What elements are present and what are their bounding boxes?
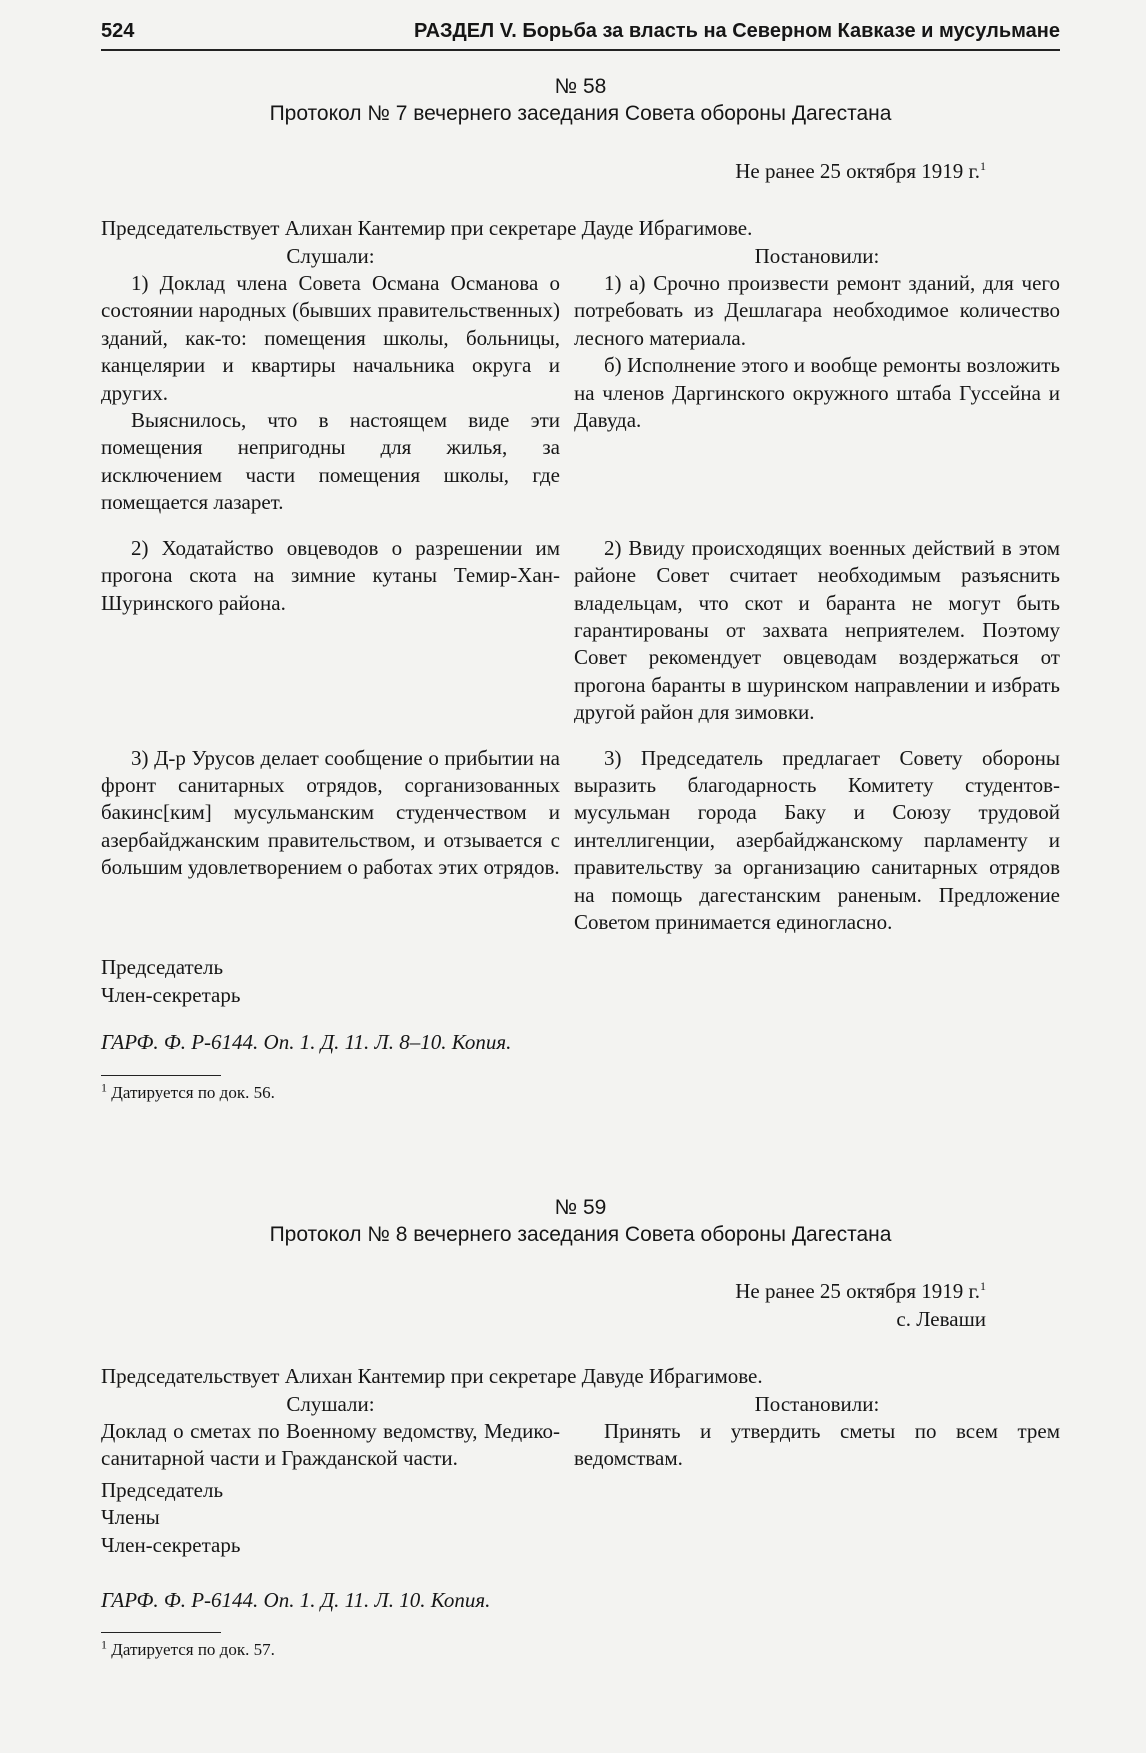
doc58-heard-label: Слушали: — [286, 243, 375, 268]
doc58-number: № 58 — [554, 75, 607, 98]
doc58-date: Не ранее 25 октября 1919 г.$^1$ — [735, 158, 986, 183]
doc58-decided-1: 1) а) Срочно произвести ремонт зданий, для чего потребовать из Дешлагара необходимое количество лесного материала. б) Исполнение этого и вообще ремонты возложить на членов Даргинского окружного штаба Гуссейна и Давуда. — [574, 271, 1060, 433]
doc58-heard-1: 1) Доклад члена Совета Османа Османова о состоянии народных (бывших правительственных) зданий, как-то: помещения школы, больницы, канцелярии и квартиры начальника округа и других. Выяснилось, что в настоящем виде эти помещения непригодны для жилья, за исключением части помещения школы, где помещается лазарет. — [101, 271, 560, 515]
doc59-heard-1: Доклад о сметах по Военному ведомству, Медико-санитарной части и Гражданской части. — [101, 1419, 560, 1471]
doc58-presiding: Председательствует Алихан Кантемир при секретаре Дауде Ибрагимове. — [101, 216, 753, 241]
doc58-heard-2: 2) Ходатайство овцеводов о разрешении им прогона скота на зимние кутаны Темир-Хан-Шуринского района. — [101, 535, 560, 615]
doc58-title: Протокол № 7 вечернего заседания Совета обороны Дагестана — [269, 102, 892, 126]
doc58-signatures: Председатель Член-секретарь — [101, 955, 241, 1007]
doc59-place: с. Леваши — [896, 1306, 986, 1331]
header-rule — [101, 49, 1060, 51]
doc58-source: ГАРФ. Ф. Р-6144. Оп. 1. Д. 11. Л. 8–10. Копия. — [101, 1030, 512, 1055]
doc59-date: Не ранее 25 октября 1919 г.$^1$ — [735, 1279, 986, 1304]
doc58-decided-label: Постановили: — [754, 243, 880, 268]
doc59-signatures: Председатель Члены Член-секретарь — [101, 1477, 241, 1557]
doc59-labels — [101, 1391, 1060, 1418]
doc58-labels — [101, 243, 1060, 270]
doc58-columns — [101, 270, 1060, 936]
doc59-title: Протокол № 8 вечернего заседания Совета обороны Дагестана — [269, 1223, 892, 1246]
doc59-footnote-rule — [101, 1632, 221, 1633]
doc58-footnote-rule — [101, 1075, 221, 1076]
doc59-decided-1: Принять и утвердить сметы по всем трем ведомствам. — [574, 1419, 1060, 1471]
doc59-number: № 59 — [554, 1195, 607, 1219]
doc59-presiding: Председательствует Алихан Кантемир при секретаре Давуде Ибрагимове. — [101, 1364, 763, 1389]
doc59-heard-label: Слушали: — [286, 1391, 375, 1416]
running-header — [101, 18, 1060, 44]
page-number: 524 — [101, 20, 135, 42]
doc58-heard-3: 3) Д-р Урусов делает сообщение о прибытии на фронт санитарных отрядов, сорганизованных бакинс[ким] мусульманским студенчеством и азербайджанским правительством, и отзывается с большим удовлетворением о работах этих отрядов. — [101, 745, 560, 880]
doc59-decided-label: Постановили: — [754, 1391, 880, 1416]
doc59-source: ГАРФ. Ф. Р-6144. Оп. 1. Д. 11. Л. 10. Копия. — [101, 1588, 491, 1613]
doc59-columns — [101, 1418, 1060, 1473]
doc58-decided-3: 3) Председатель предлагает Совету обороны выразить благодарность Комитету студентов-мусульман города Баку и Союзу трудовой интеллигенции, азербайджанскому парламенту и правительству за организацию санитарных отрядов на помощь дагестанским раненым. Предложение Советом принимается единогласно. — [574, 745, 1060, 934]
section-title: РАЗДЕЛ V. Борьба за власть на Северном Кавказе и мусульмане — [413, 20, 1060, 42]
doc58-decided-2: 2) Ввиду происходящих военных действий в этом районе Совет считает необходимым разъяснить владельцам, что скот и баранта не могут быть гарантированы от захвата неприятелем. Поэтому Совет рекомендует овцеводам воздержаться от прогона баранты в шуринском направлении и избрать другой район для зимовки. — [574, 535, 1060, 725]
doc59-footnote: $^1$ Датируется по док. 57. — [101, 1637, 275, 1660]
doc58-footnote: $^1$ Датируется по док. 56. — [101, 1079, 275, 1102]
